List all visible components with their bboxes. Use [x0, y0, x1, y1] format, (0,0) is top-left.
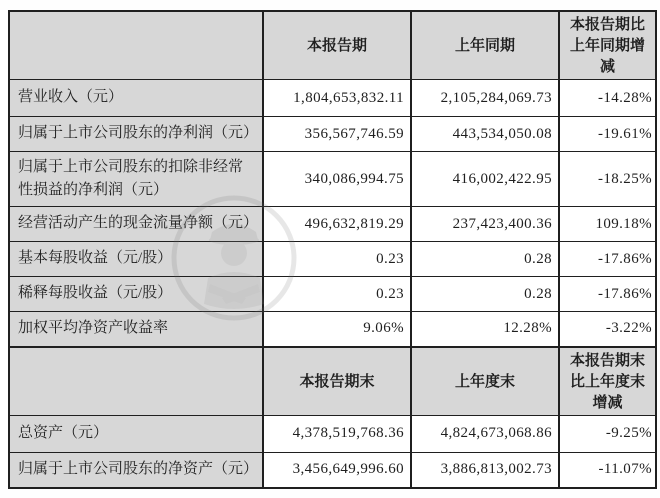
prior-period-value: 237,423,400.36: [411, 207, 559, 242]
current-period-value: 0.23: [263, 277, 411, 312]
current-period-value: 3,456,649,996.60: [263, 452, 411, 488]
prior-period-value: 4,824,673,068.86: [411, 415, 559, 452]
change-value: -17.86%: [559, 242, 656, 277]
change-value: -14.28%: [559, 80, 656, 117]
current-period-value: 9.06%: [263, 312, 411, 347]
current-period-value: 4,378,519,768.36: [263, 415, 411, 452]
row-label: 加权平均净资产收益率: [9, 312, 263, 347]
row-label: 稀释每股收益（元/股）: [9, 277, 263, 312]
prior-period-value: 0.28: [411, 277, 559, 312]
current-period-value: 496,632,819.29: [263, 207, 411, 242]
row-label: 归属于上市公司股东的净资产（元）: [9, 452, 263, 488]
change-value: -3.22%: [559, 312, 656, 347]
table-row-weighted-avg-roe: [9, 312, 656, 347]
table-row-total-assets: [9, 415, 656, 452]
change-value: -19.61%: [559, 117, 656, 152]
empty-corner-cell: [9, 347, 263, 416]
row-label: 总资产（元）: [9, 415, 263, 452]
empty-corner-cell: [9, 11, 263, 80]
row-label: 营业收入（元）: [9, 80, 263, 117]
change-value: 109.18%: [559, 207, 656, 242]
change-value: -9.25%: [559, 415, 656, 452]
table-row-basic-eps: [9, 242, 656, 277]
table-row-net-assets: [9, 452, 656, 488]
change-value: -18.25%: [559, 152, 656, 207]
change-value: -11.07%: [559, 452, 656, 488]
row-label: 经营活动产生的现金流量净额（元）: [9, 207, 263, 242]
current-period-value: 356,567,746.59: [263, 117, 411, 152]
change-value: -17.86%: [559, 277, 656, 312]
current-period-value: 0.23: [263, 242, 411, 277]
current-period-value: 340,086,994.75: [263, 152, 411, 207]
col-header-period-change: 本报告期比上年同期增减: [559, 11, 656, 80]
prior-period-value: 3,886,813,002.73: [411, 452, 559, 488]
prior-period-value: 443,534,050.08: [411, 117, 559, 152]
col-header-year-end-change: 本报告期末比上年度末增减: [559, 347, 656, 416]
col-header-prior-period: 上年同期: [411, 11, 559, 80]
financial-summary-table: [8, 10, 657, 489]
row-label: 基本每股收益（元/股）: [9, 242, 263, 277]
table-row-diluted-eps: [9, 277, 656, 312]
row-label: 归属于上市公司股东的扣除非经常性损益的净利润（元）: [9, 152, 263, 207]
prior-period-value: 0.28: [411, 242, 559, 277]
col-header-prior-year-end: 上年度末: [411, 347, 559, 416]
prior-period-value: 2,105,284,069.73: [411, 80, 559, 117]
table-row-net-profit: [9, 117, 656, 152]
col-header-current-period: 本报告期: [263, 11, 411, 80]
table-row-net-profit-excl-nonrecurring: [9, 152, 656, 207]
current-period-value: 1,804,653,832.11: [263, 80, 411, 117]
col-header-period-end: 本报告期末: [263, 347, 411, 416]
prior-period-value: 416,002,422.95: [411, 152, 559, 207]
row-label: 归属于上市公司股东的净利润（元）: [9, 117, 263, 152]
section1-header-row: [9, 11, 656, 80]
section2-header-row: [9, 347, 656, 416]
prior-period-value: 12.28%: [411, 312, 559, 347]
table-row-operating-cash-flow: [9, 207, 656, 242]
table-row-operating-revenue: [9, 80, 656, 117]
